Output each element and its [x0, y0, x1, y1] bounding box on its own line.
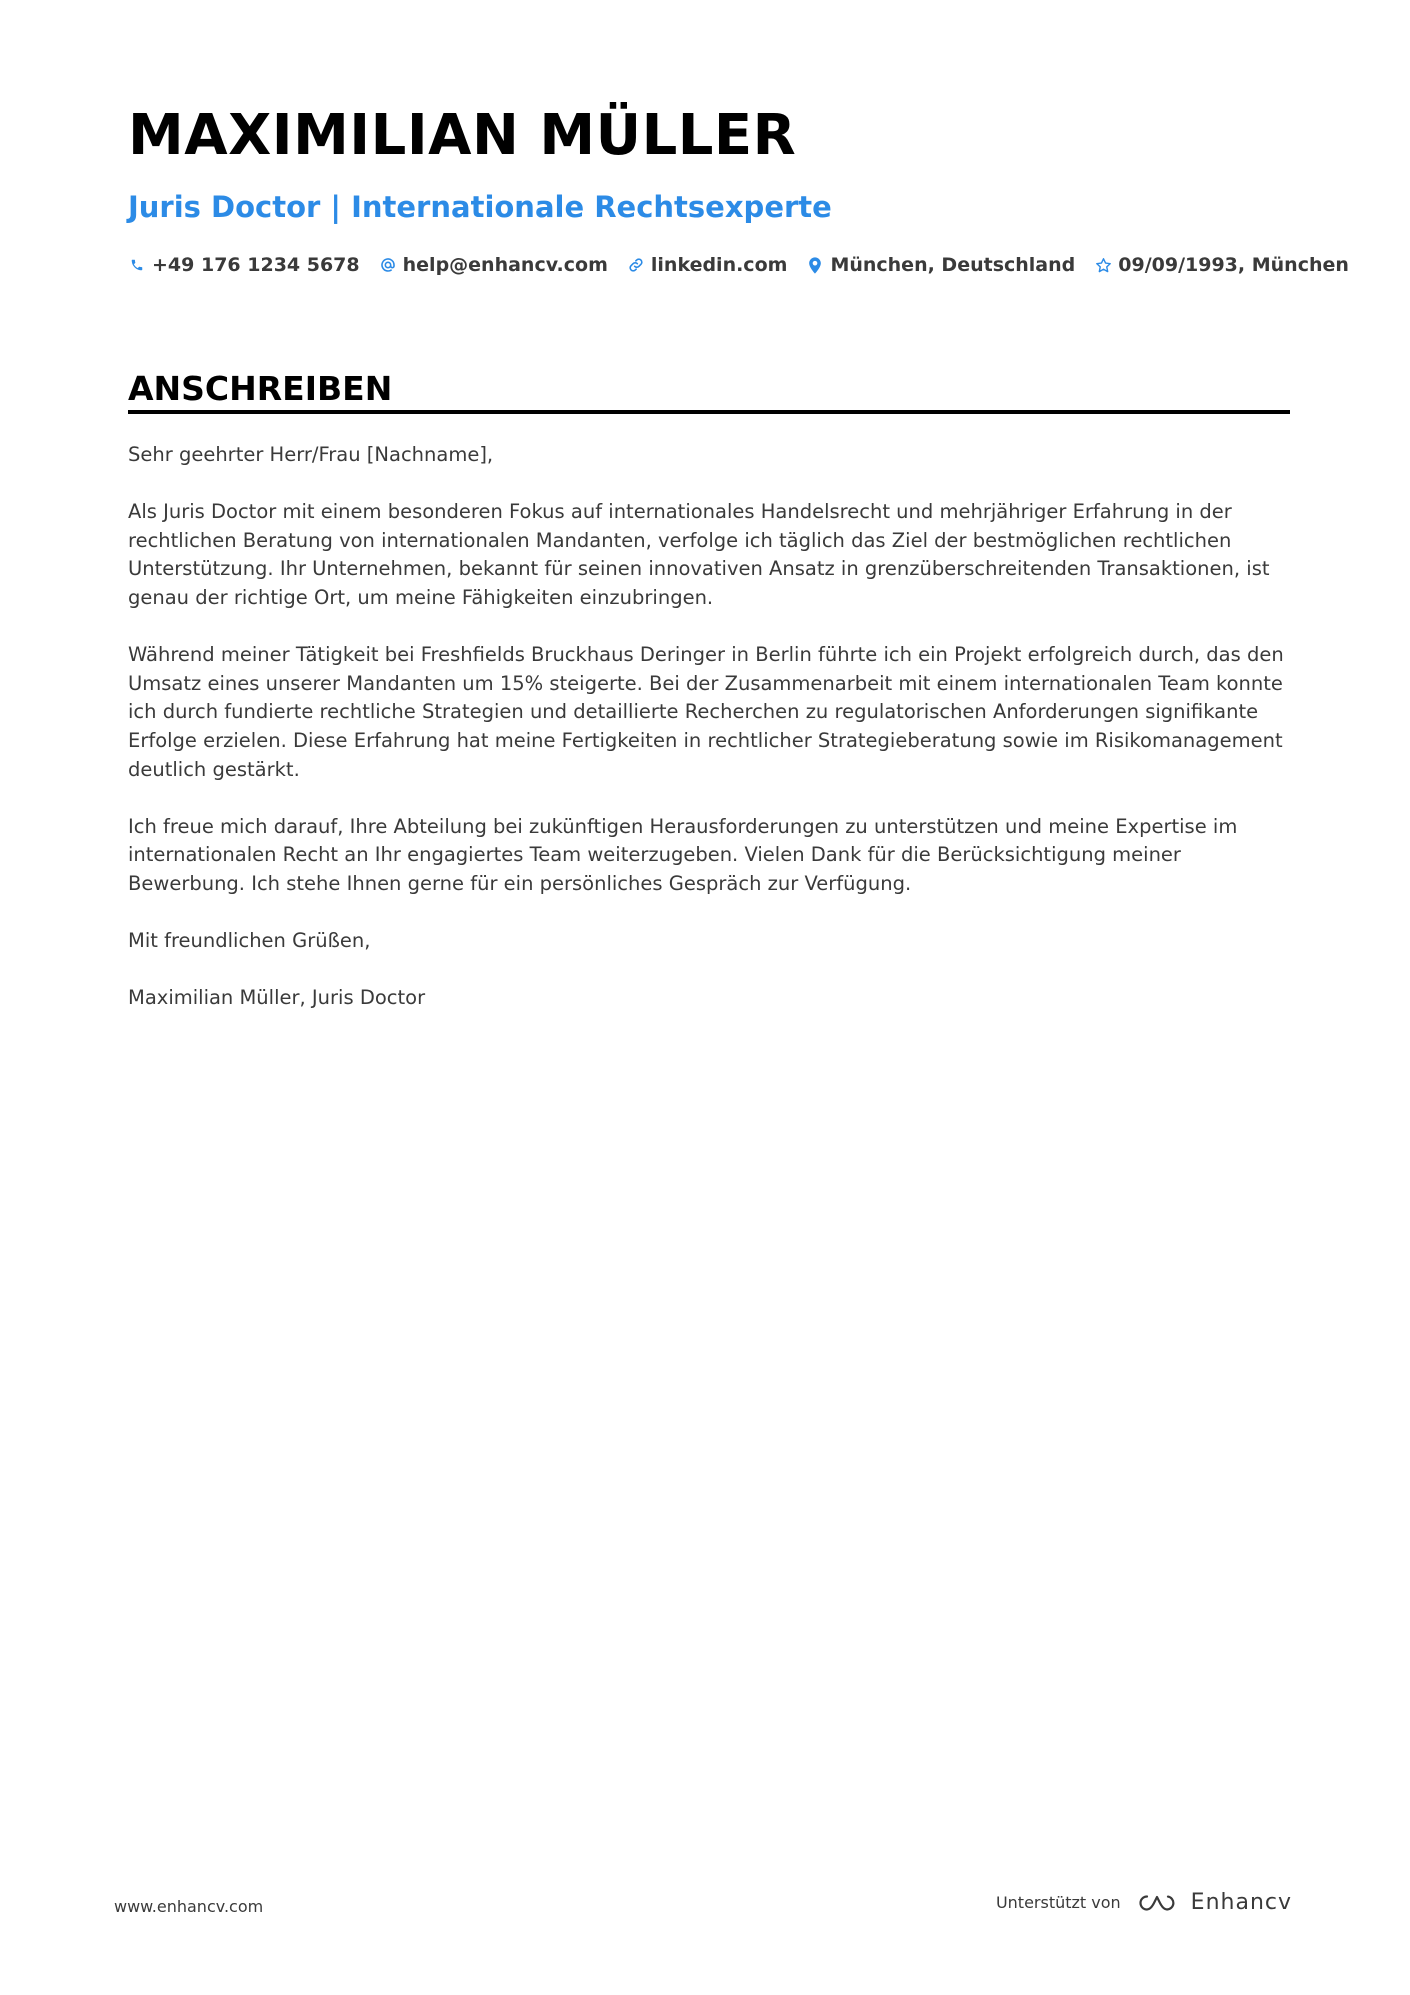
section-divider: [128, 410, 1290, 414]
enhancv-logo-text: Enhancv: [1190, 1890, 1292, 1915]
applicant-name: MAXIMILIAN MÜLLER: [128, 103, 797, 168]
letter-paragraph-3: Ich freue mich darauf, Ihre Abteilung bei zukünftigen Herausforderungen zu unterstützen und meine Expertise im internationalen Recht an Ihr engagiertes Team weiterzugeben. Vielen Dank für die Berücksichtigung meiner Bewerbung. Ich stehe Ihnen gerne für ein persönliches Gespräch zur Verfügung.: [128, 814, 1238, 895]
letter-closing: Mit freundlichen Grüßen,: [128, 929, 371, 953]
section-title: ANSCHREIBEN: [128, 369, 393, 408]
letter-body: [128, 441, 1290, 1041]
contact-email-text[interactable]: help@enhancv.com: [402, 254, 608, 276]
contact-bar: [128, 254, 1368, 276]
letter-paragraph-2: Während meiner Tätigkeit bei Freshfields Bruckhaus Deringer in Berlin führte ich ein Projekt erfolgreich durch, das den Umsatz eines unserer Mandanten um 15% steigerte. Bei der Zusammenarbeit mit einem internationalen Team konnte ich durch fundierte rechtliche Strategien und detaillierte Recherchen zu regulatorischen Anforderungen signifikante Erfolge erzielen. Diese Erfahrung hat meine Fertigkeiten in rechtlicher Strategieberatung sowie im Risikomanagement deutlich gestärkt.: [128, 643, 1284, 781]
footer-branding[interactable]: [996, 1890, 1292, 1915]
applicant-title: Juris Doctor | Internationale Rechtsexperte: [128, 190, 832, 224]
contact-linkedin[interactable]: [627, 254, 788, 276]
letter-paragraph-1: Als Juris Doctor mit einem besonderen Fokus auf internationales Handelsrecht und mehrjähriger Erfahrung in der rechtlichen Beratung von internationalen Mandanten, verfolge ich täglich das Ziel der bestmöglichen rechtlichen Unterstützung. Ihr Unternehmen, bekannt für seinen innovativen Ansatz in grenzüberschreitenden Transaktionen, ist genau der richtige Ort, um meine Fähigkeiten einzubringen.: [128, 500, 1270, 609]
contact-phone: [128, 254, 360, 276]
contact-birth: [1094, 254, 1349, 276]
link-icon: [627, 256, 645, 274]
contact-location-text: München, Deutschland: [830, 254, 1076, 276]
phone-icon: [128, 256, 146, 274]
contact-linkedin-text[interactable]: linkedin.com: [650, 254, 788, 276]
footer-website-link[interactable]: www.enhancv.com: [114, 1897, 264, 1916]
contact-location: [806, 254, 1075, 276]
contact-birth-text: 09/09/1993, München: [1118, 254, 1349, 276]
letter-salutation: Sehr geehrter Herr/Frau [Nachname],: [128, 443, 494, 466]
powered-by-label: Unterstützt von: [995, 1893, 1121, 1912]
enhancv-logo-icon: [1133, 1891, 1179, 1915]
letter-signature: Maximilian Müller, Juris Doctor: [128, 986, 426, 1010]
at-icon: [379, 256, 397, 274]
star-icon: [1094, 256, 1112, 274]
contact-phone-text: +49 176 1234 5678: [152, 254, 360, 276]
location-pin-icon: [806, 256, 824, 274]
contact-email[interactable]: [379, 254, 608, 276]
